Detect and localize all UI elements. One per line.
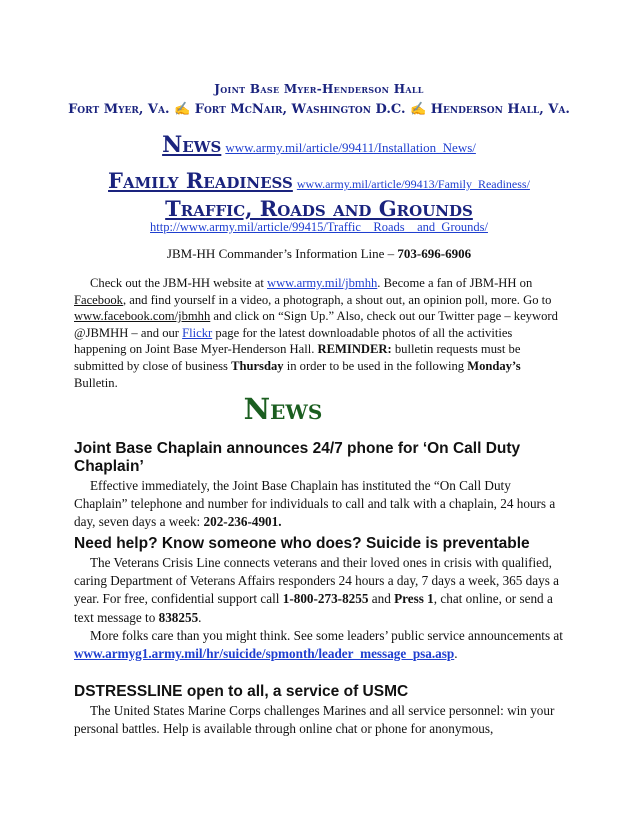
suicide-article-body <box>74 554 564 663</box>
commander-info-text: JBM-HH Commander’s Information Line – <box>166 246 398 261</box>
chaplain-body-text: Effective immediately, the Joint Base Chaplain has instituted the “On Call Duty Chaplain” telephone and number for individuals to call and talk with a chaplain, 24 hours a day, seven days a week: <box>74 478 556 530</box>
dstress-article-body <box>74 702 564 738</box>
news-heading: News <box>243 392 323 426</box>
suicide-text-c: , chat online, or send a text message to <box>74 591 553 625</box>
intro-text-5: page for the latest downloadable photos of all the activities happening on Joint Base Myer-Henderson Hall. <box>74 325 513 357</box>
intro-paragraph <box>74 275 564 391</box>
dstress-body-text: The United States Marine Corps challenges Marines and all service personnel: win your personal battles. Help is available through online chat or phone for anonymous, <box>74 703 555 737</box>
header-title: Joint Base Myer-Henderson Hall <box>214 82 424 96</box>
suicide-text-2-end: . <box>454 646 458 662</box>
crisis-phone: 1-800-273-8255 <box>282 591 369 607</box>
suicide-text-a: The Veterans Crisis Line connects veterans and their loved ones in crisis with qualified, caring Department of Veterans Affairs responders 24 hours a day, 7 days a week, 365 days a year. For free, confidential support call <box>74 555 559 607</box>
text-number: 838255 <box>158 609 199 625</box>
family-section-label: Family Readiness <box>108 168 293 193</box>
intro-text-1: Check out the JBM-HH website at <box>90 276 267 290</box>
traffic-section-link[interactable]: http://www.army.mil/article/99415/Traffic__Roads__and_Grounds/ <box>150 220 488 234</box>
commander-info-line <box>0 246 638 262</box>
intro-text-2: . Become a fan of JBM-HH on <box>377 276 533 290</box>
facebook-link[interactable]: Facebook <box>74 292 123 307</box>
intro-text-7: in order to be used in the following <box>283 358 468 373</box>
news-section-link[interactable]: www.army.mil/article/99411/Installation_News/ <box>225 140 476 155</box>
family-section-link[interactable]: www.army.mil/article/99413/Family_Readiness/ <box>296 177 530 191</box>
traffic-section-label: Traffic, Roads and Grounds <box>165 196 473 221</box>
header-locations: Fort Myer, Va. ✍ Fort McNair, Washington D.C. ✍ Henderson Hall, Va. <box>68 102 570 117</box>
press-1-text: Press 1 <box>394 591 434 607</box>
psa-link[interactable]: www.armyg1.army.mil/hr/suicide/spmonth/leader_message_psa.asp <box>74 646 455 662</box>
commander-phone: 703-696-6906 <box>397 246 472 261</box>
facebook-url-link[interactable]: www.facebook.com/jbmhh <box>74 309 211 324</box>
suicide-text-2: More folks care than you might think. See some leaders’ public service announcements at <box>90 627 563 643</box>
suicide-article-title: Need help? Know someone who does? Suicide is preventable <box>74 535 530 552</box>
family-section-line <box>0 168 638 193</box>
suicide-text-b: and <box>368 591 395 607</box>
chaplain-article-title: Joint Base Chaplain announces 24/7 phone for ‘On Call Duty Chaplain’ <box>74 440 521 475</box>
flickr-link[interactable]: Flickr <box>182 325 213 340</box>
chaplain-article-body <box>74 477 564 532</box>
reminder-label: REMINDER: <box>317 342 392 357</box>
thursday-text: Thursday <box>231 358 284 373</box>
suicide-text-d: . <box>198 609 202 625</box>
news-section-label: News <box>162 132 222 158</box>
intro-text-3: , and find yourself in a video, a photograph, a shout out, an opinion poll, more. Go to <box>122 292 552 307</box>
website-link[interactable]: www.army.mil/jbmhh <box>266 276 378 290</box>
intro-text-6: bulletin requests must be submitted by close of business <box>74 342 521 373</box>
suicide-paragraph-2 <box>74 627 564 663</box>
intro-text-4: and click on “Sign Up.” Also, check out our Twitter page – keyword @JBMHH – and our <box>74 309 558 340</box>
dstress-article-title: DSTRESSLINE open to all, a service of USMC <box>74 683 409 700</box>
monday-text: Monday’s <box>467 358 521 373</box>
chaplain-phone: 202-236-4901. <box>203 514 282 530</box>
traffic-section-link-line <box>0 218 638 236</box>
news-section-line <box>0 132 638 158</box>
suicide-paragraph-1 <box>74 554 564 627</box>
intro-text-8: Bulletin. <box>74 375 118 390</box>
